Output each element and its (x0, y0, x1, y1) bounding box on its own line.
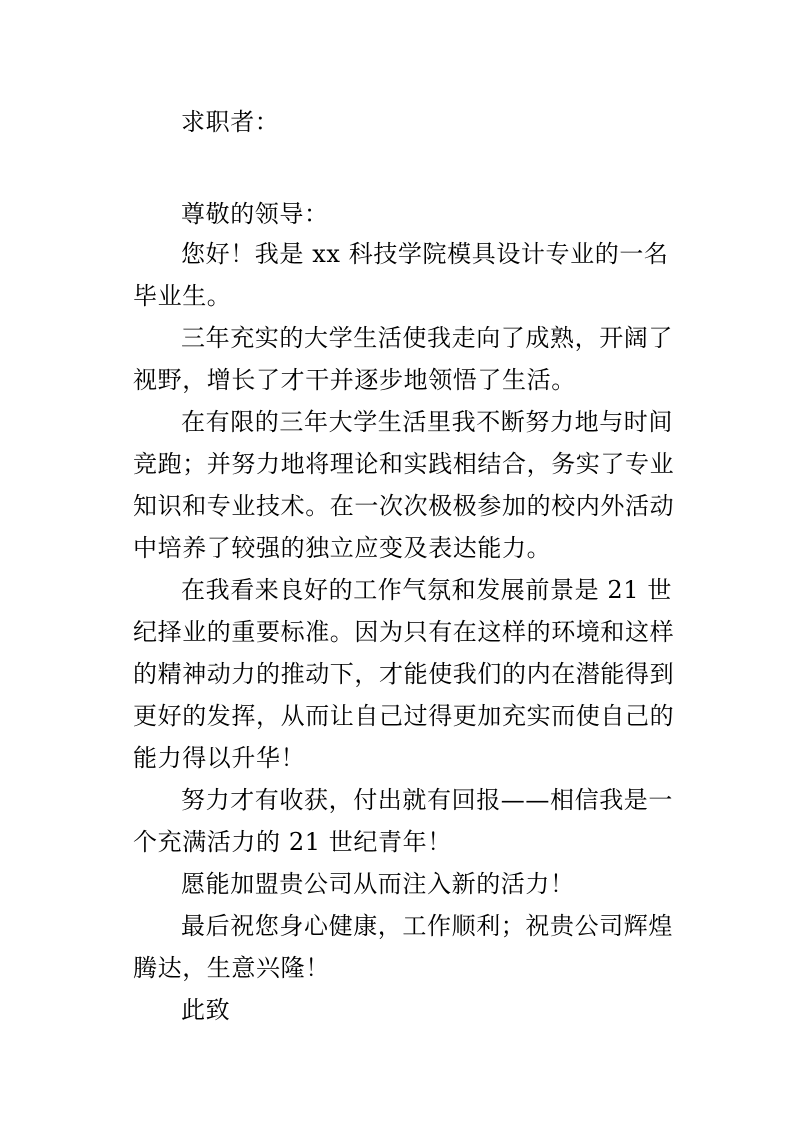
paragraph-7-line-2: 腾达，生意兴隆！ (133, 954, 330, 982)
paragraph-3-line-2: 竞跑；并努力地将理论和实践相结合，务实了专业 (133, 450, 675, 478)
paragraph-7-line-1: 最后祝您身心健康，工作顺利；祝贵公司辉煌 (181, 912, 673, 940)
paragraph-2-line-2: 视野，增长了才干并逐步地领悟了生活。 (133, 366, 576, 394)
paragraph-1-line-1: 您好！我是 xx 科技学院模具设计专业的一名 (181, 240, 669, 268)
paragraph-3-line-1: 在有限的三年大学生活里我不断努力地与时间 (181, 408, 673, 436)
salutation: 尊敬的领导： (181, 200, 329, 228)
paragraph-3-line-4: 中培养了较强的独立应变及表达能力。 (133, 534, 552, 562)
paragraph-4-line-1: 在我看来良好的工作气氛和发展前景是 21 世 (181, 576, 672, 604)
applicant-label: 求职者： (181, 108, 280, 136)
paragraph-2-line-1: 三年充实的大学生活使我走向了成熟，开阔了 (181, 324, 673, 352)
paragraph-1-line-2: 毕业生。 (133, 282, 232, 310)
paragraph-3-line-3: 知识和专业技术。在一次次极极参加的校内外活动 (133, 492, 675, 520)
paragraph-5-line-2: 个充满活力的 21 世纪青年！ (133, 828, 452, 856)
paragraph-6-line-1: 愿能加盟贵公司从而注入新的活力！ (181, 870, 575, 898)
paragraph-4-line-2: 纪择业的重要标准。因为只有在这样的环境和这样 (133, 618, 675, 646)
closing: 此致 (181, 996, 231, 1024)
paragraph-4-line-4: 更好的发挥，从而让自己过得更加充实而使自己的 (133, 702, 675, 730)
paragraph-5-line-1: 努力才有收获，付出就有回报——相信我是一 (181, 786, 673, 814)
paragraph-4-line-5: 能力得以升华！ (133, 744, 306, 772)
paragraph-4-line-3: 的精神动力的推动下，才能使我们的内在潜能得到 (133, 660, 675, 688)
